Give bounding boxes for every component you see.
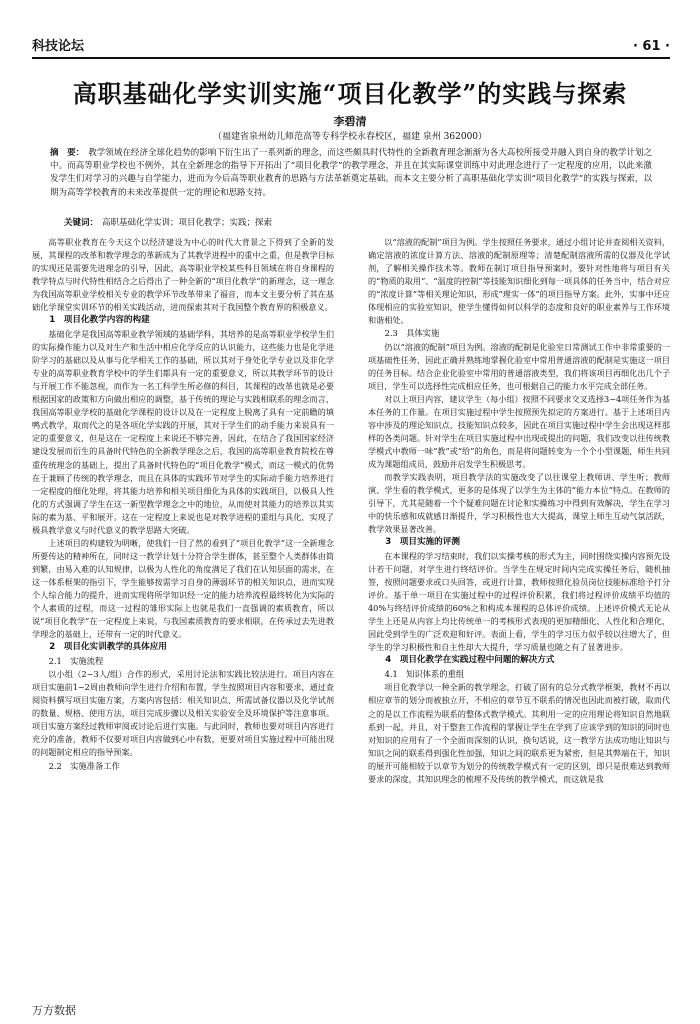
- keywords: [64, 218, 652, 230]
- body-paragraph: 以“溶液的配制”项目为例。学生按照任务要求，通过小组讨论并查阅相关资料，确定溶液的浓度计算方法、溶液的配制原理等；清楚配制溶液所需的仪器及化学试剂，了解相关操作技术等。教师在制订项目指导预案时，要针对性地将与项目有关的“物质的取用”、“温度的控制”等技能知识细化到每一项具体的任务当中，结合对应的“浓度计算”等相关理论知识，形成“理实一体”的项目指导方案。此外，实事中还应体现相应的实验室知识，使学生懂得如何以科学的态度和良好的职业素养与工作环境和谐相处。: [368, 237, 670, 326]
- keywords-text: 高职基础化学实训；项目化教学；实践；探索: [102, 218, 273, 228]
- section-heading: 1 项目化教学内容的构建: [49, 315, 150, 326]
- section-heading: 2 项目化实训教学的具体应用: [49, 642, 167, 653]
- body-paragraph: 仍以“溶液的配制”项目为例。溶液的配制是化验室日常测试工作中非常重要的一项基础性任务，因此正确并熟练地掌握化验室中常用普通溶液的配制是实施这一项目的任务目标。结合企业化验室中常用的普通溶液类型，我们将该项目再细化出几个子项目，学生可以选择性完成相应任务，也可根据自己的能力水平完成全部任务。: [368, 341, 670, 391]
- body-column-left: [32, 236, 334, 994]
- body-paragraph: 在本课程的学习结束时，我们以实操考核的形式为主，同时围绕实操内容预先设计若干问题，对学生进行终结评价。当学生在规定时间内完成实操任务后，随机抽签，按照问题要求或口头回答，或进行计算，教师按照化验员岗位技能标准给予打分评价。基于单一项目在实施过程中的过程评价积累，我们将过程评价成绩平均值的40%与终结评价成绩的60%之和构成本课程的总体评价成绩。上述评价模式无论从学生上还是从内容上均比传统单一的考核形式表现的更加精细化、人性化和合理化，因此受到学生的广泛欢迎和好评。表面上看，学生的学习压力似乎较以往增大了，但学生的学习积极性和自主性却大大提升，学习质量也随之有了显著进步。: [368, 551, 670, 653]
- subsection-heading: 2.1 实施流程: [48, 655, 104, 666]
- body-paragraph: 高等职业教育在今天这个以经济建设为中心的时代大背景之下得到了全新的发展，其课程的改革和教学理念的革新成为了其教学进程中的重中之重，但是教学目标的实现还是需要先进理念的引导，因此，高等职业学校某些科目领域在将自身课程的教学特点与时代特性相结合之后得出了一种全新的“项目化教学”的新理念，这一理念为我国高等职业学校相关专业的教学环节改革带来了福音，而本文主要分析了其在基础化学课堂实训环节的相关实践活动，进而探索其对于我国整个教育界的积极意义。: [32, 237, 334, 313]
- body-paragraph: 而教学实践表明，项目教学法的实施改变了以往课堂上教师讲、学生听；教师演、学生看的教学模式，更多的是体现了以学生为主体的“能力本位”特点。在教师的引导下，尤其是随着一个个疑难问题在讨论和实操练习中得到有效解决，学生在学习中的快乐感和成就感日渐提升，学习积极性也大大提高，课堂上师生互动气氛活跃，教学效果显著改善。: [368, 472, 670, 535]
- subsection-heading: 4.1 知识体系的重组: [384, 669, 465, 680]
- body-paragraph: 项目化教学以一种全新的教学理念，打破了固有的总分式教学框架，教材不再以相应章节的划分而被独立开，不相应的章节互不联系的情况也因此而被打破，取而代之的是以工作流程为联系的整体式教学模式。其利用一定的应用理论将知识自然地联系到一起，并且，对于整套工作流程的掌握让学生在学到了应该学到的知识的同时也对知识的应用有了一个全面而深刻的认识，换句话说，这一教学方法成功地让知识与知识之间的联系得到强化性加强，知识之间的联系更为紧密，但是其弊端在于，知识的展开可能相较于以章节为划分的传统教学模式有一定的区别，即只是很难达到教师要求的深度，其知识理念的梳理不及传统的教学模式，而这就是我: [368, 682, 670, 784]
- abstract-label: 摘 要：: [50, 148, 85, 158]
- body-paragraph: 基础化学是我国高等职业教学领域的基础学科，其培养的是高等职业学校学生们的实际操作能力以及对生产和生活中相应化学反应的认识能力，这些能力也是化学进阶学习的基础以及从事与化学相关工作的基础，所以其对于身处化学专业以及非化学专业的高等职业教育学校中的学生们都具有一定的重要意义，所以其教学环节的设计与开展工作不能忽视，而作为一名工科学生所必修的科目，其课程的改革也就是必要根据国家的政策和方向做出相应的调整，基于传统的理论与实践相联系的理念而言，我国高等职业学校的基础化学课程的设计以及在一定程度上脱离了具有一定前瞻的填鸭式教学，取而代之的是各项化学实践的开展，其对于学生们的动手能力来说具有一定的重要意义，但是这在一定程度上来说还不够完善，因此，在结合了我国国家经济建设发展而衍生的具备时代特色的全新教学理念之后，我国的高等职业教育院校在尊重传统理念的基础上，提出了具备时代特色的“项目化教学”模式，而这一模式的优势在于兼顾了传统的教学理念，而且在具体的实践环节对学生的实际动手能力培养进行一定程度的细化处理，将其能力培养和相关项目细化为具体的实践项目，以极具人性化的方式强调了学生在这一新型教学理念之中的地位，从而使对其能力的培养以其实际的素为基、平和展开。这在一定程度上来说也是对教学进程的重组与具化，实现了极具教学意义与时代意义的教学思路大突破。: [32, 329, 334, 535]
- page-number: · 61 ·: [632, 39, 670, 54]
- source-watermark: 万方数据: [32, 1004, 76, 1017]
- abstract-text: 教学领域在经济全球化趋势的影响下衍生出了一系列新的理念，而这些颇具时代特性的全新教育理念渐渐为各大高校所接受并融入到自身的教学计划之中。而高等职业学校也不例外，其在全新理念的指导下开拓出了“项目化教学”的教学理念，并且在其实际课堂训练中对此理念进行了一定程度的应用，以此来激发学生们对学习的兴趣与自学能力，进而为今后高等职业教育的思路与方法革新奠定基础。而本文主要分析了高职基础化学实训“项目化教学”的实践与探索，以期为高等学校教育的未来改革提供一定的理论和思路支持。: [50, 148, 652, 198]
- body-paragraph: 上述项目的构建较为明晰，使我们一目了然的看到了“项目化教学”这一全新理念所要传达的精神所在，同时这一教学计划十分符合学生群体，甚至整个人类群体由简到繁，由易入难的认知规律，以极为人性化的角度满足了我们在认知层面的需求，在这一体系框架的指引下，学生能够按需学习自身的薄弱环节的相关知识点，进而实现个人综合能力的提升，进而实现将所学知识经一定的能力培养流程最终转化为实际的个人素质的过程，而这一过程的雏形实际上也就是我们一直强调的素质教育，所以说“项目化教学”在一定程度上来说，与我国素质教育的要求相联，在传承过去先进教学理念的基础上，还带有一定的时代意义。: [32, 537, 334, 640]
- section-heading: 4 项目化教学在实践过程中问题的解决方式: [385, 655, 555, 666]
- subsection-heading: 2.2 实施准备工作: [48, 760, 120, 771]
- body-paragraph: 以小组（2~3人/组）合作的形式，采用讨论法和实践比较法进行。项目内容在项目实施前1~2周由教师向学生进行介绍和布置，学生按照项目内容和要求，通过查阅资料撰写项目实施方案，方案内容包括：相关知识点、所需试备仪器以及化学试剂的数量、规格、使用方法，项目完成步骤以及相关实验安全及环境保护等注意事项。项目实施方案经过教师审阅或讨论后进行实施。与此同时，教师也要对项目内容进行充分的准备，教师不仅要对项目内容做到心中有数，更要对项目实施过程中可能出现的问题制定相应的指导预案。: [32, 669, 334, 758]
- keywords-label: 关键词：: [64, 218, 99, 228]
- article-title: 高职基础化学实训实施“项目化教学”的实践与探索: [72, 79, 628, 108]
- running-header: [32, 30, 670, 59]
- journal-section: 科技论坛: [32, 39, 85, 54]
- abstract: [50, 147, 652, 200]
- body-paragraph: 对以上项目内容，建议学生（每小组）按照不同要求交叉选择3~4项任务作为基本任务的工作量。在项目实施过程中学生按照预先拟定的方案进行。基于上述项目内容中涉及的理论知识点、技能知识点较多，因此在项目实施过程中学生会出现这样那样的各类问题。针对学生在项目实施过程中出现或提出的问题，我们改变以往传统教学模式中教师一味“教”或“给”的角色，而是将问题转变为一个个小型课题，师生共同成为课题组成员，鼓励并启发学生积极思考。: [368, 393, 670, 470]
- subsection-heading: 2.3 具体实施: [384, 328, 440, 339]
- affiliation: （福建省泉州幼儿师范高等专科学校永春校区，福建 泉州 362000）: [212, 132, 488, 142]
- author: 李碧清: [333, 115, 367, 128]
- section-heading: 3 项目实施的评测: [385, 537, 460, 548]
- body-column-right: [368, 236, 670, 994]
